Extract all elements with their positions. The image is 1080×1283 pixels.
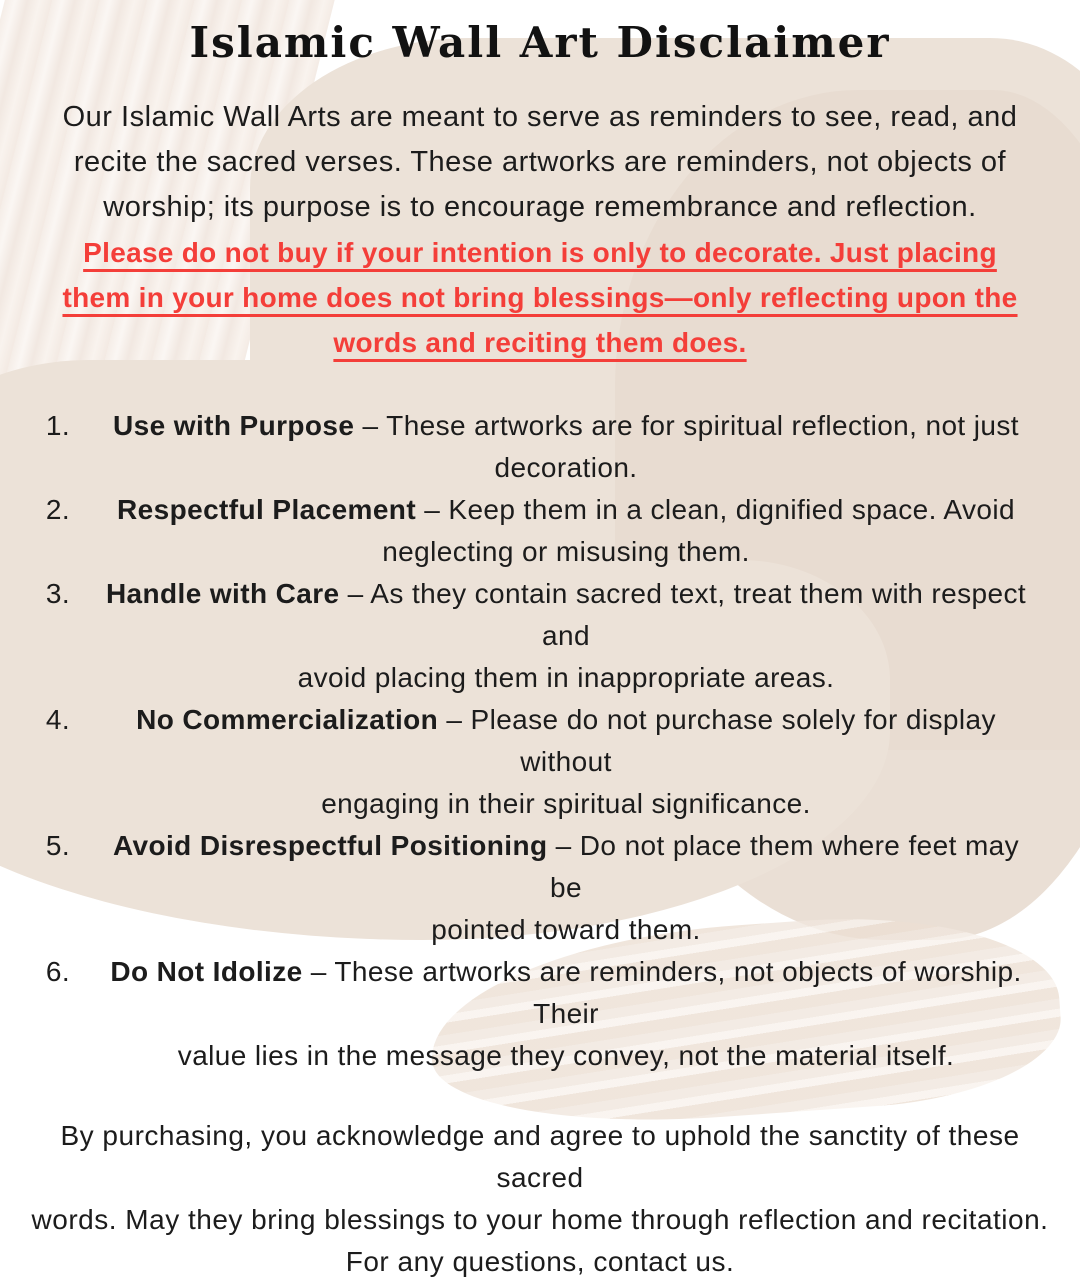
list-item-number: 4. (45, 704, 71, 735)
disclaimer-list (28, 405, 1052, 1077)
list-item-text: – Please do not purchase solely for display without (438, 704, 996, 777)
intro-line: worship; its purpose is to encourage remembrance and reflection. (103, 191, 977, 223)
list-item-text: – Keep them in a clean, dignified space. Avoid (416, 494, 1015, 525)
list-item-text: – These artworks are for spiritual reflection, not just (354, 410, 1019, 441)
list-item-text-line2: neglecting or misusing them. (382, 536, 750, 567)
closing-line: For any questions, contact us. (345, 1246, 735, 1277)
list-item-text-line2: avoid placing them in inappropriate areas. (297, 662, 835, 693)
list-item-number: 3. (45, 578, 71, 609)
warning-line: Please do not buy if your intention is only to decorate. Just placing (83, 237, 997, 268)
page-title: Islamic Wall Art Disclaimer (189, 18, 891, 67)
list-item (28, 573, 1052, 699)
list-item-number: 1. (45, 410, 71, 441)
list-item-text: – These artworks are reminders, not objects of worship. Their (302, 956, 1022, 1029)
list-item-number: 2. (45, 494, 71, 525)
list-item-title: Respectful Placement (117, 494, 417, 525)
intro-line: Our Islamic Wall Arts are meant to serve as reminders to see, read, and (62, 101, 1018, 133)
list-item-title: Avoid Disrespectful Positioning (112, 830, 548, 861)
intro-line: recite the sacred verses. These artworks are reminders, not objects of (73, 146, 1007, 178)
warning-line: words and reciting them does. (333, 327, 747, 358)
list-item (28, 825, 1052, 951)
list-item-text: – Do not place them where feet may be (547, 830, 1020, 903)
list-item-number: 6. (45, 956, 71, 987)
list-item-text-line2: value lies in the message they convey, not the material itself. (177, 1040, 955, 1071)
list-item (28, 699, 1052, 825)
list-item-title: No Commercialization (136, 704, 439, 735)
list-item-title: Do Not Idolize (110, 956, 303, 987)
list-item-text: – As they contain sacred text, treat them with respect and (339, 578, 1027, 651)
list-item (28, 405, 1052, 489)
intro-paragraph (28, 95, 1052, 230)
list-item-text-line2: engaging in their spiritual significance. (321, 788, 811, 819)
closing-line: By purchasing, you acknowledge and agree to uphold the sanctity of these sacred (60, 1120, 1020, 1193)
list-item-text-line2: pointed toward them. (431, 914, 701, 945)
list-item-title: Use with Purpose (113, 410, 355, 441)
list-item-title: Handle with Care (105, 578, 340, 609)
list-item (28, 951, 1052, 1077)
warning-line: them in your home does not bring blessings—only reflecting upon the (62, 282, 1018, 313)
list-item-text-line2: decoration. (494, 452, 638, 483)
list-item-number: 5. (45, 830, 71, 861)
warning-paragraph (28, 230, 1052, 365)
closing-paragraph (28, 1115, 1052, 1283)
closing-line: words. May they bring blessings to your home through reflection and recitation. (31, 1204, 1049, 1235)
list-item (28, 489, 1052, 573)
